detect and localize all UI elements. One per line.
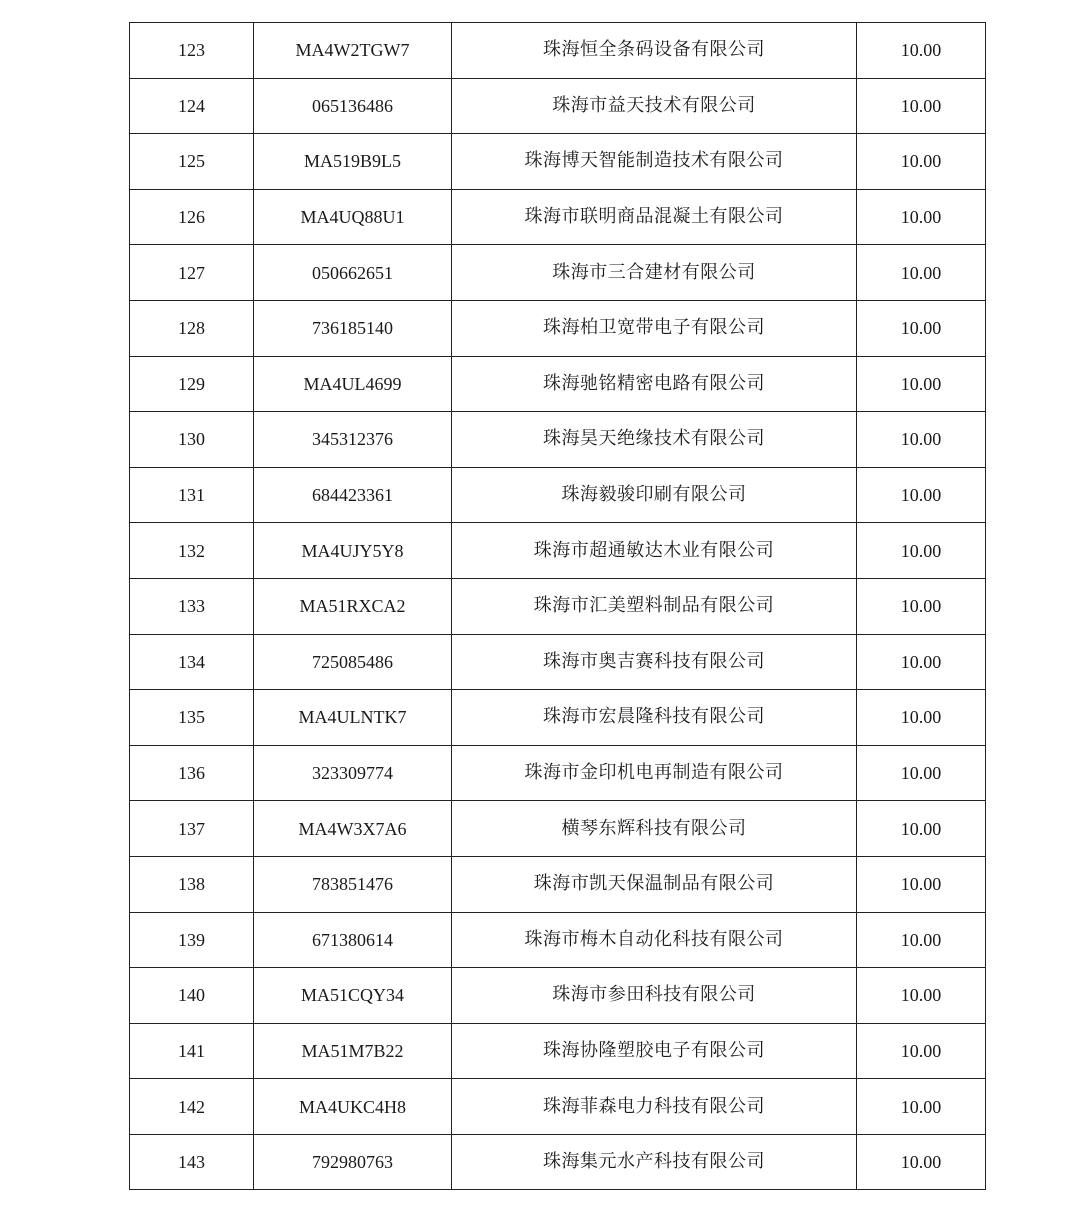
table-row — [130, 78, 986, 134]
table-row — [130, 134, 986, 190]
table-row — [130, 968, 986, 1024]
org-code-cell: 323309774 — [254, 745, 452, 801]
company-name-cell: 珠海市宏晨隆科技有限公司 — [452, 690, 857, 746]
org-code-cell: MA4ULNTK7 — [254, 690, 452, 746]
table-row — [130, 189, 986, 245]
org-code-cell: MA4UJY5Y8 — [254, 523, 452, 579]
amount-cell: 10.00 — [857, 412, 986, 468]
org-code-cell: 671380614 — [254, 912, 452, 968]
org-code-cell: MA51M7B22 — [254, 1023, 452, 1079]
company-name-cell: 珠海市奥吉赛科技有限公司 — [452, 634, 857, 690]
row-index-cell: 129 — [130, 356, 254, 412]
company-name-cell: 珠海市汇美塑料制品有限公司 — [452, 578, 857, 634]
company-name-cell: 珠海市三合建材有限公司 — [452, 245, 857, 301]
amount-cell: 10.00 — [857, 300, 986, 356]
org-code-cell: MA4W2TGW7 — [254, 23, 452, 79]
table-row — [130, 300, 986, 356]
company-name-cell: 珠海市参田科技有限公司 — [452, 968, 857, 1024]
row-index-cell: 143 — [130, 1134, 254, 1190]
org-code-cell: MA51RXCA2 — [254, 578, 452, 634]
row-index-cell: 134 — [130, 634, 254, 690]
company-name-cell: 珠海市凯天保温制品有限公司 — [452, 856, 857, 912]
table-row — [130, 412, 986, 468]
org-code-cell: MA4UKC4H8 — [254, 1079, 452, 1135]
company-name-cell: 珠海市益天技术有限公司 — [452, 78, 857, 134]
table-body — [130, 23, 986, 1190]
row-index-cell: 136 — [130, 745, 254, 801]
row-index-cell: 124 — [130, 78, 254, 134]
row-index-cell: 126 — [130, 189, 254, 245]
table-row — [130, 801, 986, 857]
company-name-cell: 珠海驰铭精密电路有限公司 — [452, 356, 857, 412]
table-row — [130, 690, 986, 746]
amount-cell: 10.00 — [857, 189, 986, 245]
row-index-cell: 141 — [130, 1023, 254, 1079]
org-code-cell: 065136486 — [254, 78, 452, 134]
company-name-cell: 珠海毅骏印刷有限公司 — [452, 467, 857, 523]
org-code-cell: 783851476 — [254, 856, 452, 912]
row-index-cell: 132 — [130, 523, 254, 579]
row-index-cell: 137 — [130, 801, 254, 857]
company-name-cell: 珠海市梅木自动化科技有限公司 — [452, 912, 857, 968]
row-index-cell: 128 — [130, 300, 254, 356]
table-row — [130, 912, 986, 968]
amount-cell: 10.00 — [857, 1079, 986, 1135]
amount-cell: 10.00 — [857, 745, 986, 801]
company-list-table — [129, 22, 986, 1190]
amount-cell: 10.00 — [857, 912, 986, 968]
table-row — [130, 634, 986, 690]
row-index-cell: 125 — [130, 134, 254, 190]
amount-cell: 10.00 — [857, 856, 986, 912]
amount-cell: 10.00 — [857, 801, 986, 857]
table-row — [130, 245, 986, 301]
company-name-cell: 珠海昊天绝缘技术有限公司 — [452, 412, 857, 468]
company-name-cell: 珠海市金印机电再制造有限公司 — [452, 745, 857, 801]
table-row — [130, 856, 986, 912]
org-code-cell: 345312376 — [254, 412, 452, 468]
row-index-cell: 142 — [130, 1079, 254, 1135]
org-code-cell: 792980763 — [254, 1134, 452, 1190]
amount-cell: 10.00 — [857, 467, 986, 523]
table-row — [130, 523, 986, 579]
company-name-cell: 珠海博天智能制造技术有限公司 — [452, 134, 857, 190]
table-row — [130, 23, 986, 79]
amount-cell: 10.00 — [857, 134, 986, 190]
row-index-cell: 131 — [130, 467, 254, 523]
amount-cell: 10.00 — [857, 1134, 986, 1190]
table-row — [130, 1023, 986, 1079]
company-name-cell: 珠海集元水产科技有限公司 — [452, 1134, 857, 1190]
org-code-cell: 050662651 — [254, 245, 452, 301]
table-row — [130, 1134, 986, 1190]
company-name-cell: 珠海菲森电力科技有限公司 — [452, 1079, 857, 1135]
company-name-cell: 珠海市联明商品混凝土有限公司 — [452, 189, 857, 245]
row-index-cell: 140 — [130, 968, 254, 1024]
table-row — [130, 467, 986, 523]
amount-cell: 10.00 — [857, 634, 986, 690]
org-code-cell: 736185140 — [254, 300, 452, 356]
row-index-cell: 139 — [130, 912, 254, 968]
org-code-cell: MA4UL4699 — [254, 356, 452, 412]
org-code-cell: MA4W3X7A6 — [254, 801, 452, 857]
org-code-cell: 684423361 — [254, 467, 452, 523]
table-row — [130, 578, 986, 634]
company-name-cell: 珠海协隆塑胶电子有限公司 — [452, 1023, 857, 1079]
org-code-cell: MA519B9L5 — [254, 134, 452, 190]
amount-cell: 10.00 — [857, 1023, 986, 1079]
amount-cell: 10.00 — [857, 78, 986, 134]
org-code-cell: MA51CQY34 — [254, 968, 452, 1024]
amount-cell: 10.00 — [857, 245, 986, 301]
amount-cell: 10.00 — [857, 968, 986, 1024]
table-row — [130, 1079, 986, 1135]
amount-cell: 10.00 — [857, 578, 986, 634]
table-row — [130, 356, 986, 412]
amount-cell: 10.00 — [857, 356, 986, 412]
org-code-cell: 725085486 — [254, 634, 452, 690]
row-index-cell: 135 — [130, 690, 254, 746]
company-name-cell: 珠海恒全条码设备有限公司 — [452, 23, 857, 79]
company-name-cell: 珠海柏卫宽带电子有限公司 — [452, 300, 857, 356]
org-code-cell: MA4UQ88U1 — [254, 189, 452, 245]
row-index-cell: 123 — [130, 23, 254, 79]
company-name-cell: 横琴东辉科技有限公司 — [452, 801, 857, 857]
row-index-cell: 130 — [130, 412, 254, 468]
table-row — [130, 745, 986, 801]
company-name-cell: 珠海市超通敏达木业有限公司 — [452, 523, 857, 579]
row-index-cell: 127 — [130, 245, 254, 301]
amount-cell: 10.00 — [857, 690, 986, 746]
row-index-cell: 138 — [130, 856, 254, 912]
amount-cell: 10.00 — [857, 523, 986, 579]
amount-cell: 10.00 — [857, 23, 986, 79]
row-index-cell: 133 — [130, 578, 254, 634]
